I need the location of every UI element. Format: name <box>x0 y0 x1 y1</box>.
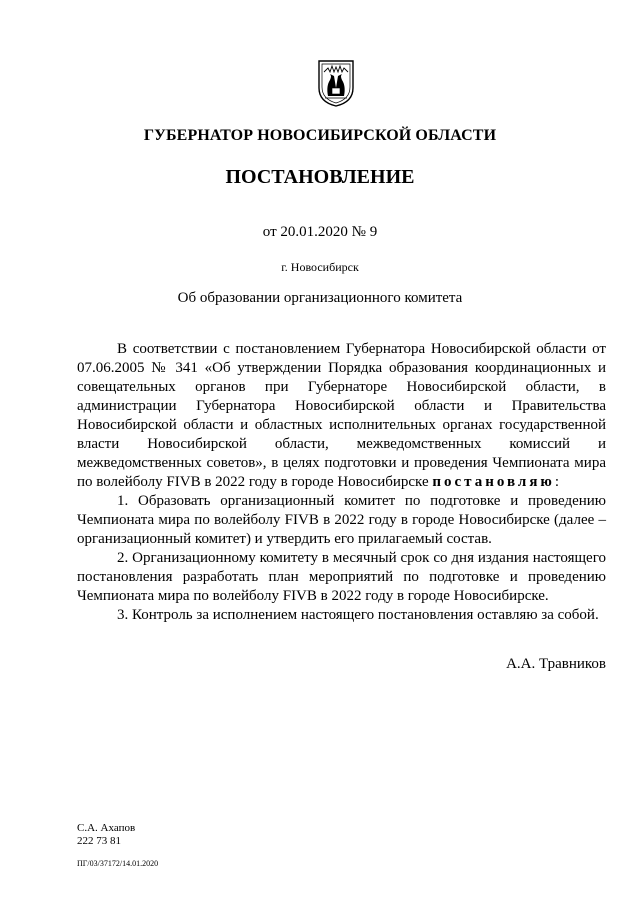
date-number-line: от 20.01.2020 № 9 <box>262 224 378 240</box>
decree-word: постановляю <box>432 474 555 490</box>
document-code: ПГ/03/37172/14.01.2020 <box>77 859 159 868</box>
item-2: 2. Организационному комитету в месячный срок со дня издания настоящего постановления разработать план мероприятий по подготовке и проведению Чемпионата мира по волейболу FIVB в 2022 году в городе Новосибирске. <box>77 550 606 604</box>
document-type: ПОСТАНОВЛЕНИЕ <box>225 166 415 188</box>
item-1: 1. Образовать организационный комитет по подготовке и проведению Чемпионата мира по волейболу FIVB в 2022 году в городе Новосибирске (далее – организационный комитет) и утвердить его прилагаемый состав. <box>77 493 606 547</box>
document-subject: Об образовании организационного комитета <box>177 290 463 306</box>
executor-block <box>77 822 135 848</box>
city-line: г. Новосибирск <box>281 260 359 274</box>
preamble-text: В соответствии с постановлением Губернатора Новосибирской области от 07.06.2005 № 341 «Об утверждении Порядка образования координационных и совещательных органов при Губернаторе Новосибирской области, в администрации Губернатора Новосибирской области и Правительства Новосибирской области и областных исполнительных органах государственной власти Новосибирской области, межведомственных комиссий и межведомственных советов», в целях подготовки и проведения Чемпионата мира по волейболу FIVB в 2022 году в городе Новосибирске <box>77 341 606 490</box>
coat-of-arms-icon <box>316 58 356 108</box>
signature-name: А.А. Травников <box>506 656 606 672</box>
executor-name: С.А. Ахапов <box>77 822 136 834</box>
preamble-paragraph <box>77 340 606 492</box>
document-body <box>77 340 606 625</box>
organization-title: ГУБЕРНАТОР НОВОСИБИРСКОЙ ОБЛАСТИ <box>143 127 497 144</box>
executor-phone: 222 73 81 <box>77 835 121 847</box>
item-3: 3. Контроль за исполнением настоящего постановления оставляю за собой. <box>117 607 599 623</box>
decree-colon: : <box>554 474 560 490</box>
